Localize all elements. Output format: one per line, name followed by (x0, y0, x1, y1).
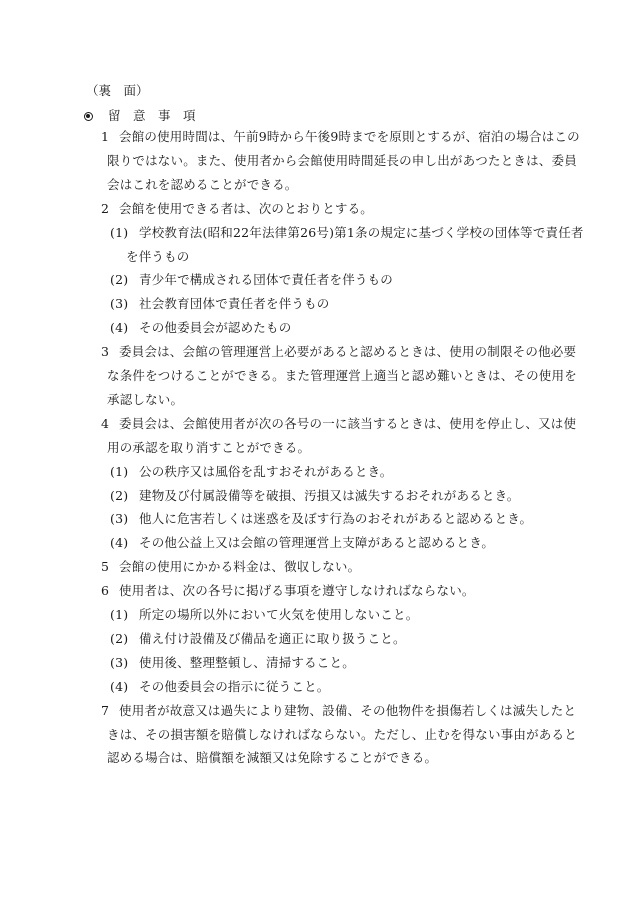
subitem-number: (1) (110, 463, 129, 479)
item-number: 7 (101, 702, 110, 718)
item-number: 1 (101, 129, 110, 144)
subitem-text-line: 建物及び付属設備等を破損、汚損又は滅失するおそれがあるとき。 (139, 487, 520, 503)
item-number: 5 (101, 559, 110, 575)
subitem-number: (1) (110, 224, 129, 240)
subitem-text-line: その他公益上又は会館の管理運営上支障があると認めるとき。 (139, 535, 495, 551)
item-text-line: 限りではない。また、使用者から会館使用時間延長の申し出があつたときは、委員 (107, 152, 577, 168)
item-text-line: 用の承認を取り消すことができる。 (107, 439, 311, 455)
notice-title-text: 留 意 事 項 (108, 108, 196, 123)
subitem-number: (2) (110, 487, 129, 503)
subitem-number: (2) (110, 630, 129, 646)
subitem-number: (1) (110, 607, 129, 622)
item-text-line: 認める場合は、賠償額を減額又は免除することができる。 (107, 750, 438, 766)
subitem-text-line: を伴うもの (126, 248, 190, 264)
subitem-text-line: 社会教育団体で責任者を伴うもの (139, 296, 330, 312)
item-text-line: 委員会は、会館の管理運営上必要があると認めるときは、使用の制限その他必要 (119, 344, 577, 360)
item-text-line: 会館を使用できる者は、次のとおりとする。 (119, 200, 374, 216)
item-text-line: 会館の使用時間は、午前9時から午後9時までを原則とするが、宿泊の場合はこの (119, 129, 580, 144)
item-number: 6 (101, 583, 110, 599)
subitem-number: (3) (110, 511, 129, 527)
back-side-label: （裏 面） (86, 83, 149, 98)
subitem-text-line: 使用後、整理整頓し、清掃すること。 (139, 654, 355, 670)
subitem-number: (4) (110, 320, 129, 336)
subitem-text-line: 他人に危害若しくは迷惑を及ぼす行為のおそれがあると認めるとき。 (139, 511, 533, 527)
subitem-text-line: その他委員会が認めたもの (139, 320, 292, 336)
item-text-line: 使用者が故意又は過失により建物、設備、その他物件を損傷若しくは滅失したと (119, 702, 577, 718)
notice-title (84, 105, 196, 127)
subitem-text-line: 学校教育法(昭和22年法律第26号)第1条の規定に基づく学校の団体等で責任者 (139, 224, 584, 240)
subitem-number: (4) (110, 678, 129, 694)
item-number: 4 (101, 415, 110, 431)
item-text-line: 承認しない。 (107, 391, 184, 407)
subitem-text-line: 青少年で構成される団体で責任者を伴うもの (139, 272, 394, 288)
item-text-line: 委員会は、会館使用者が次の各号の一に該当するときは、使用を停止し、又は使 (119, 415, 577, 431)
subitem-text-line: 公の秩序又は風俗を乱すおそれがあるとき。 (139, 463, 393, 479)
item-text-line: 会館の使用にかかる料金は、徴収しない。 (119, 559, 361, 575)
subitem-text-line: 備え付け設備及び備品を適正に取り扱うこと。 (139, 630, 406, 646)
subitem-number: (2) (110, 272, 129, 288)
subitem-number: (3) (110, 296, 129, 312)
item-number: 3 (101, 344, 110, 360)
item-text-line: 使用者は、次の各号に掲げる事項を遵守しなければならない。 (119, 583, 475, 599)
subitem-text-line: その他委員会の指示に従うこと。 (139, 678, 330, 694)
item-text-line: 会はこれを認めることができる。 (107, 176, 298, 192)
item-text-line: な条件をつけることができる。また管理運営上適当と認め難いときは、その使用を (107, 368, 577, 383)
item-number: 2 (101, 200, 110, 216)
item-text-line: きは、その損害額を賠償しなければならない。ただし、止むを得ない事由があると (107, 726, 577, 742)
subitem-text-line: 所定の場所以外において火気を使用しないこと。 (139, 607, 419, 622)
subitem-number: (3) (110, 654, 129, 670)
bullseye-bullet-icon (84, 112, 93, 121)
subitem-number: (4) (110, 535, 129, 551)
